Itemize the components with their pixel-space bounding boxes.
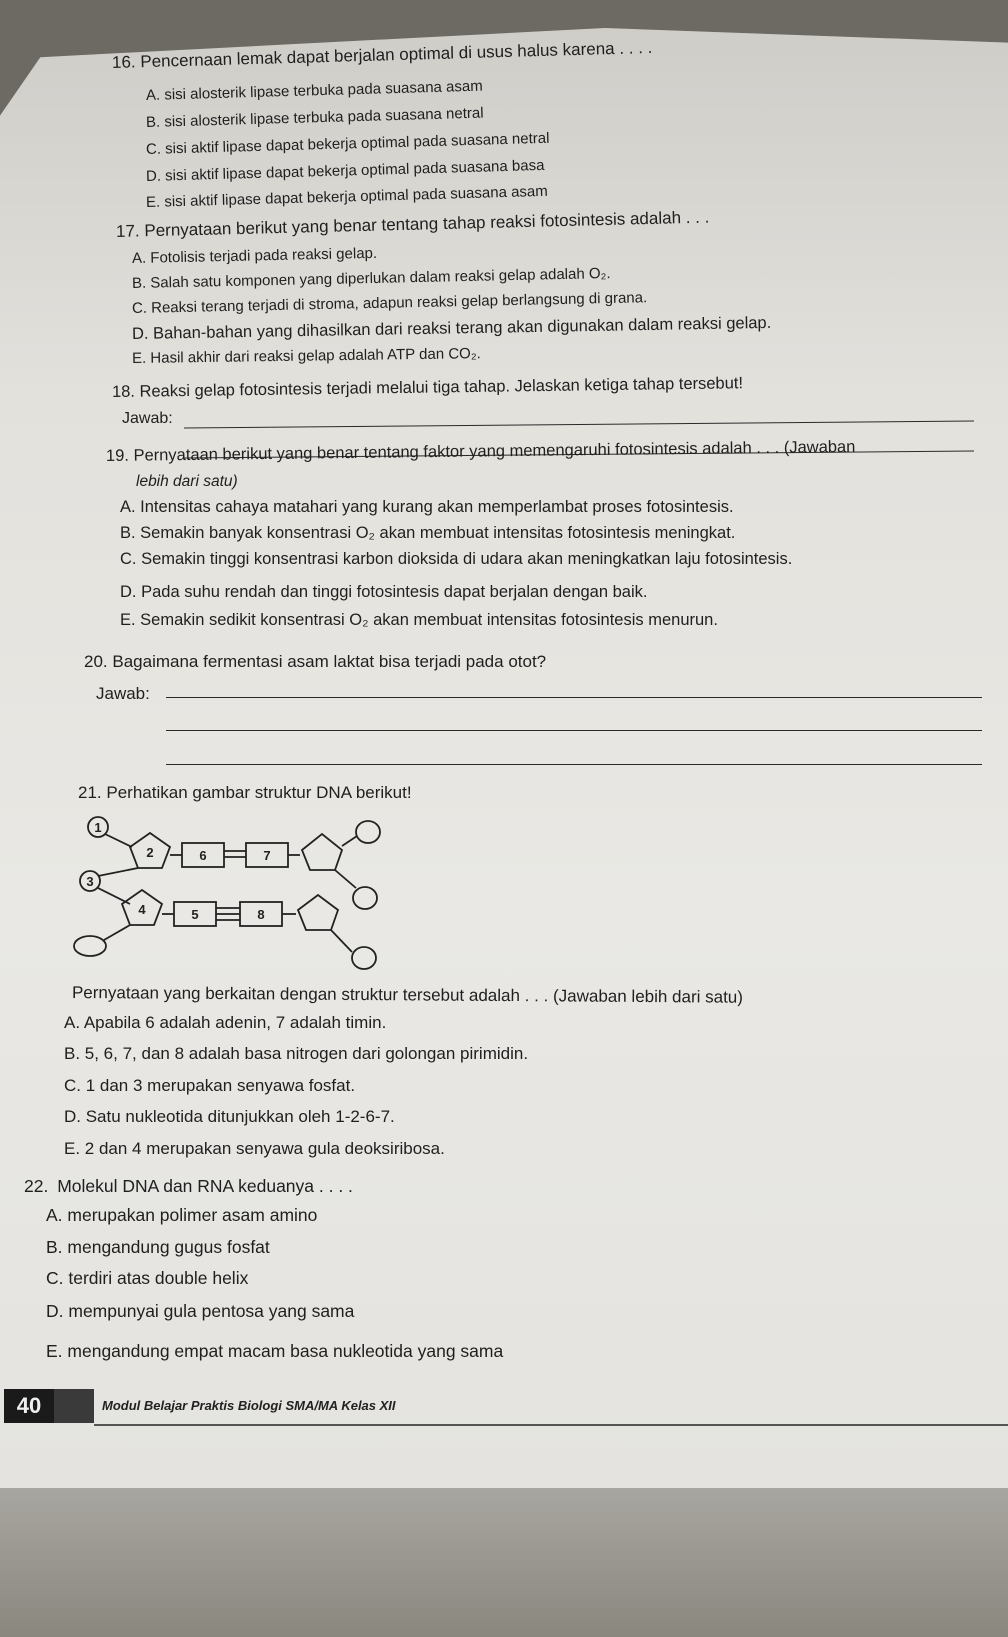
q21-option-b: B. 5, 6, 7, dan 8 adalah basa nitrogen dari golongan pirimidin. — [64, 1044, 529, 1063]
q18-answer-line-1[interactable] — [184, 421, 974, 429]
dna-phosphate-right-1 — [356, 821, 380, 843]
q17-option-a: A. Fotolisis terjadi pada reaksi gelap. — [131, 244, 378, 267]
question-19 — [106, 437, 856, 467]
dna-label-5: 5 — [191, 907, 199, 922]
q21-option-e: E. 2 dan 4 merupakan senyawa gula deoksiribosa. — [64, 1139, 445, 1158]
q22-option-e: E. mengandung empat macam basa nukleotida yang sama — [46, 1341, 504, 1361]
q19-option-e: E. Semakin sedikit konsentrasi O₂ akan membuat intensitas fotosintesis menurun. — [120, 611, 718, 629]
dna-label-6: 6 — [199, 848, 207, 863]
q22-option-d: D. mempunyai gula pentosa yang sama — [46, 1301, 355, 1321]
question-19-number: 19. — [105, 446, 130, 465]
page-number: 40 — [4, 1389, 54, 1423]
q19-option-a: A. Intensitas cahaya matahari yang kurang akan memperlambat proses fotosintesis. — [120, 498, 734, 516]
question-18 — [112, 373, 743, 402]
q22-option-a: A. merupakan polimer asam amino — [46, 1205, 318, 1225]
question-20-answer-label: Jawab: — [96, 684, 150, 703]
question-20-number: 20. — [84, 652, 108, 671]
question-22 — [24, 1176, 353, 1198]
dna-structure-diagram — [60, 810, 390, 970]
q22-option-c: C. terdiri atas double helix — [46, 1268, 249, 1288]
footer-rule — [94, 1424, 1008, 1426]
question-17-number: 17. — [115, 221, 140, 241]
question-18-answer-label: Jawab: — [122, 410, 173, 427]
q16-option-a: A. sisi alosterik lipase terbuka pada suasana asam — [145, 77, 483, 104]
dna-phosphate-right-3 — [352, 947, 376, 969]
question-16-text: Pencernaan lemak dapat berjalan optimal di usus halus karena . . . . — [140, 37, 653, 72]
dna-label-3: 3 — [86, 874, 94, 889]
question-22-number: 22. — [24, 1176, 49, 1196]
dna-label-7: 7 — [263, 848, 271, 863]
q16-option-e: E. sisi aktif lipase dapat bekerja optimal pada suasana asam — [145, 182, 548, 211]
q16-option-c: C. sisi aktif lipase dapat bekerja optimal pada suasana netral — [145, 129, 550, 158]
question-16-number: 16. — [111, 52, 136, 72]
q21-option-c: C. 1 dan 3 merupakan senyawa fosfat. — [64, 1076, 356, 1095]
question-17-text: Pernyataan berikut yang benar tentang tahap reaksi fotosintesis adalah . . . — [144, 207, 710, 241]
q17-option-e: E. Hasil akhir dari reaksi gelap adalah ATP dan CO₂. — [131, 345, 481, 367]
q17-option-c: C. Reaksi terang terjadi di stroma, adapun reaksi gelap berlangsung di grana. — [131, 289, 648, 317]
dna-pentagon-right-bottom — [298, 895, 338, 930]
q21-option-d: D. Satu nukleotida ditunjukkan oleh 1-2-6-7. — [64, 1107, 395, 1126]
question-20 — [84, 651, 546, 672]
question-18-number: 18. — [111, 382, 136, 401]
question-19-text-continued: lebih dari satu) — [136, 473, 238, 490]
dna-label-8: 8 — [257, 907, 265, 922]
dna-phosphate-right-2 — [353, 887, 377, 909]
q20-answer-line-2[interactable] — [166, 730, 982, 731]
dna-label-1: 1 — [94, 820, 102, 835]
q20-answer-line-1[interactable] — [166, 697, 982, 698]
q17-option-b: B. Salah satu komponen yang diperlukan dalam reaksi gelap adalah O₂. — [131, 264, 611, 292]
question-19-text: Pernyataan berikut yang benar tentang faktor yang memengaruhi fotosintesis adalah . . . (Jawaban — [133, 437, 856, 465]
q19-option-b: B. Semakin banyak konsentrasi O₂ akan membuat intensitas fotosintesis meningkat. — [120, 524, 736, 542]
question-21-statement: Pernyataan yang berkaitan dengan struktur tersebut adalah . . . (Jawaban lebih dari satu) — [71, 983, 744, 1007]
question-21-number: 21. — [78, 783, 102, 802]
question-17 — [116, 207, 710, 243]
question-21 — [78, 782, 412, 803]
question-21-text: Perhatikan gambar struktur DNA berikut! — [106, 783, 412, 802]
q17-option-d: D. Bahan-bahan yang dihasilkan dari reaksi terang akan digunakan dalam reaksi gelap. — [131, 313, 772, 343]
footer-bar — [54, 1389, 94, 1423]
question-18-text: Reaksi gelap fotosintesis terjadi melalui tiga tahap. Jelaskan ketiga tahap tersebut! — [139, 374, 744, 401]
q22-option-b: B. mengandung gugus fosfat — [46, 1237, 270, 1257]
q19-option-d: D. Pada suhu rendah dan tinggi fotosintesis dapat berjalan dengan baik. — [120, 583, 648, 601]
question-22-text: Molekul DNA dan RNA keduanya . . . . — [57, 1176, 353, 1196]
q16-option-d: D. sisi aktif lipase dapat bekerja optimal pada suasana basa — [145, 156, 545, 185]
question-16 — [112, 37, 653, 73]
footer-title: Modul Belajar Praktis Biologi SMA/MA Kelas XII — [102, 1398, 396, 1413]
dna-label-4: 4 — [138, 902, 146, 917]
dna-label-2: 2 — [146, 845, 154, 860]
question-20-text: Bagaimana fermentasi asam laktat bisa terjadi pada otot? — [112, 652, 547, 671]
q20-answer-line-3[interactable] — [166, 764, 982, 765]
dna-pentagon-right-top — [302, 834, 342, 870]
q16-option-b: B. sisi alosterik lipase terbuka pada suasana netral — [145, 104, 484, 131]
dna-phosphate-left-bottom — [74, 936, 106, 956]
q21-option-a: A. Apabila 6 adalah adenin, 7 adalah timin. — [64, 1013, 387, 1032]
q19-option-c: C. Semakin tinggi konsentrasi karbon dioksida di udara akan meningkatkan laju fotosintesis. — [120, 550, 793, 568]
